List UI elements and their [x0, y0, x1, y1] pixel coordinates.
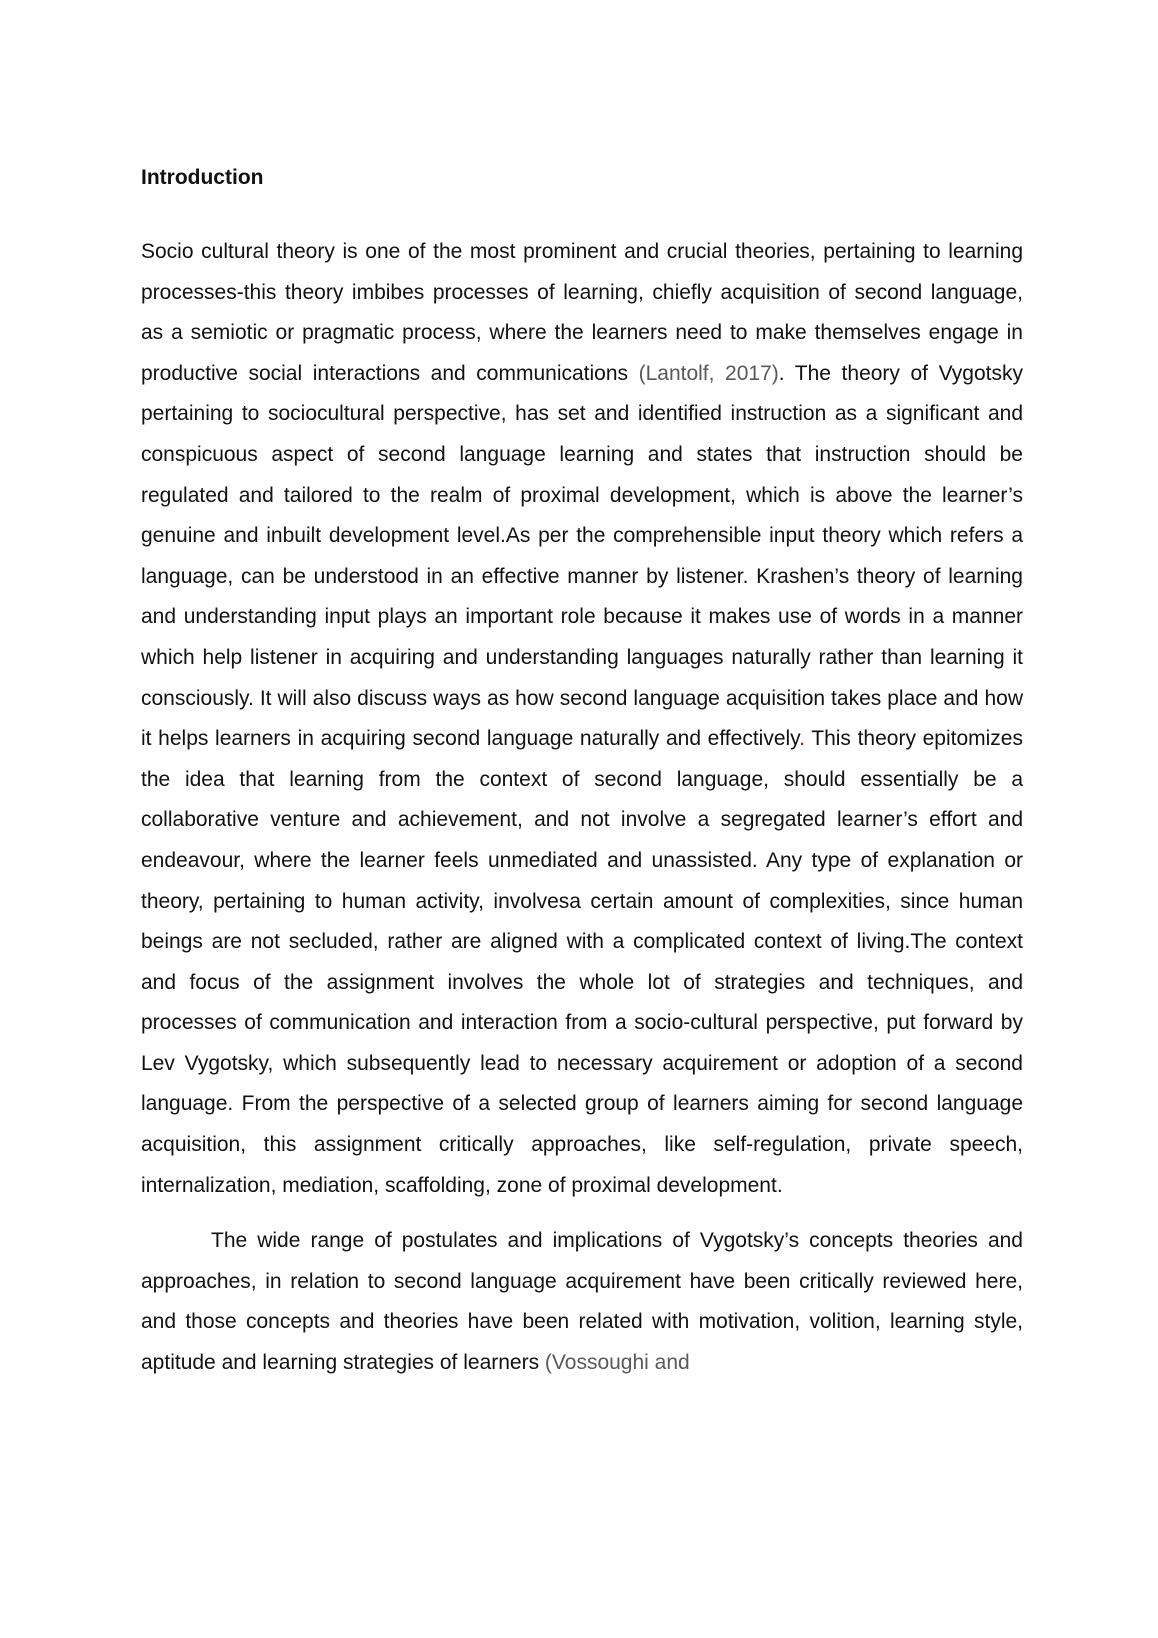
- highlighted-period: .: [799, 727, 805, 751]
- paragraph-1-text-a: Socio cultural theory is one of the most prominent and crucial theories, pertaining to learning processes-this theory imbibes processes of learning, chiefly acquisition of second language, as a semiotic or pragmatic process, where the learners need to make themselves engage in productive social interactions and communications: [141, 240, 1023, 385]
- section-heading: Introduction: [141, 166, 264, 189]
- document-body: [141, 160, 1023, 1384]
- paragraph-1-text-b: . The theory of Vygotsky pertaining to sociocultural perspective, has set and identified instruction as a significant and conspicuous aspect of second language learning and states that instruction should be regulated and tailored to the realm of proximal development, which is above the learner’s genuine and inbuilt development level.As per the comprehensible input theory which refers a language, can be understood in an effective manner by listener. Krashen’s theory of learning and understanding input plays an important role because it makes use of words in a manner which help listener in acquiring and understanding languages naturally rather than learning it consciously. It will also discuss ways as how second language acquisition takes place and how it helps learners in acquiring second language naturally and effectively: [141, 361, 1023, 751]
- citation-vossoughi: (Vossoughi and: [544, 1351, 690, 1375]
- paragraph-1-text-c: This theory epitomizes the idea that learning from the context of second language, should essentially be a collaborative venture and achievement, and not involve a segregated learner’s effort and endeavour, where the learner feels unmediated and unassisted. Any type of explanation or theory, pertaining to human activity, involvesa certain amount of complexities, since human beings are not secluded, rather are aligned with a complicated context of living.The context and focus of the assignment involves the whole lot of strategies and techniques, and processes of communication and interaction from a socio-cultural perspective, put forward by Lev Vygotsky, which subsequently lead to necessary acquirement or adoption of a second language. From the perspective of a selected group of learners aiming for second language acquisition, this assignment critically approaches, like self-regulation, private speech, internalization, mediation, scaffolding, zone of proximal development.: [141, 727, 1023, 1197]
- paragraph-2-text-a: The wide range of postulates and implications of Vygotsky’s concepts theories and approaches, in relation to second language acquirement have been critically reviewed here, and those concepts and theories have been related with motivation, volition, learning style, aptitude and learning strategies of learners: [141, 1229, 1023, 1375]
- paragraph-2: [141, 1221, 1023, 1383]
- citation-lantolf: (Lantolf, 2017): [638, 361, 779, 385]
- paragraph-1: [141, 232, 1023, 1206]
